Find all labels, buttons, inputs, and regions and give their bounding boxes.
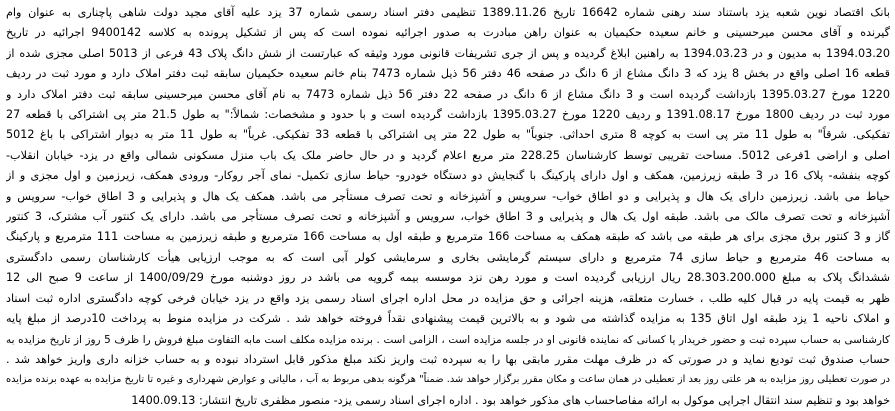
notice-line: گاز و 3 کنتور برق مجزی برای هر طبقه می باشد که طبقه همکف به مساحت 166 مترمربع و طبقه اول به مساحت 166 مترمربع و طبقه زیرزمین به مساحت 111 مترمربع و پارکینگ	[6, 230, 890, 244]
notice-line: کوچه بنفشه- پلاک 16 در 3 طبقه زیرزمین، همکف و اول دارای پارکینگ با گنجایش دو دستگاه خودرو- حیاط سازی تکمیل- نمای آجر روکار- ورودی همکف، زیرزمین و اول مجزی و از	[6, 169, 890, 183]
notice-line: به مساحت 46 مترمربع و حیاط سازی 74 مترمربع و دارای سیستم گرمایشی بخاری و سرمایشی کولر آبی است که به موجب ارزیابی هیأت کارشناسان رسمی دادگستری	[6, 250, 890, 264]
notice-line: مورد ثبت در ردیف 1800 مورخ 1391.08.17 و ردیف 1220 مورخ 1395.03.27 بازداشت گردیده است و با حدود و مشخصات: شمالاً:" به طول 21.5 متر پی اشتراکی با قطعه 27	[6, 108, 890, 122]
notice-line: 1220 مورخ 1395.03.27 بازداشت گردیده است و 3 دانگ مشاع از 6 دانگ در صفحه 22 دفتر 56 ذیل شماره 7473 به نام آقای محسن میرحسینی سابقه ثبت دفتر املاک دارد و	[6, 87, 890, 101]
notice-line: حیاط می باشد. زیرزمین دارای یک هال و پذیرایی و دو اطاق خواب- سرویس و آشپزخانه و تحت تصرف مستأجر می باشد. همکف یک هال و پذیرایی و 3 اطاق خواب- سرویس و	[6, 189, 890, 203]
notice-line: 1394.03.20 به مدیون و در 1394.03.23 به راهنین ابلاغ گردیده و پس از جری تشریفات قانونی مورد وثیقه که عبارتست از شش دانگ پلاک 43 فرعی از 5013 اصلی مجزی شده از	[6, 46, 890, 60]
notice-line: ششدانگ پلاک به مبلغ 28.303.200.000 ریال ارزیابی گردیده است و مورد رهن نزد موسسه بیمه گرویه می باشد در روز دوشنبه مورخ 1400/09/29 از ساعت 9 صبح الی 12	[6, 271, 890, 285]
notice-line: بانک اقتصاد نوین شعبه یزد باستناد سند رهنی شماره 16642 تاریخ 1389.11.26 تنظیمی دفتر اسناد رسمی شماره 37 یزد علیه آقای مجید دولت شاهی پاچناری به عنوان وام	[6, 6, 890, 19]
notice-line: قطعه 16 اصلی واقع در بخش 8 یزد که 3 دانگ مشاع از 6 دانگ در صفحه 46 دفتر 56 ذیل شماره 7473 بنام خانم سعیده حکیمیان سابقه ثبت دفتر املاک دارد و مورد ثبت در ردیف	[6, 67, 890, 81]
notice-line: آشپزخانه و تحت تصرف مالک می باشد. طبقه اول یک هال و پذیرایی و 3 اطاق خواب، سرویس و آشپزخانه و تحت تصرف مستأجر می باشد. دارای یک کنتور آب مشترک، 3 کنتور	[6, 210, 890, 224]
notice-line-last: خواهد بود و تنظیم سند انتقال اجرایی موکول به ارائه مفاصاحساب های مذکور خواهد بود . اداره اجرای اسناد رسمی یزد- منصور مظفری تاریخ انتشار: 1400.09.13	[131, 393, 890, 407]
notice-line: در صورت تعطیلی روز مزایده به هر علتی روز بعد از تعطیلی در همان ساعت و مکان مقرر برگزار خواهد شد. ضمناً" هرگونه بدهی مربوط به آب ، مالیاتی و عوارض شهرداری و غیره تا تاریخ مزایده به عهده برنده مزایده	[6, 374, 890, 386]
notice-line: حساب صندوق ثبت تودیع نماید و در صورتی که در ظرف مهلت مقرر مابقی بها را به سپرده ثبت واریز نکند مبلغ مذکور قابل استرداد نبوده و به حساب خزانه داری واریز خواهد شد .	[6, 352, 890, 366]
notice-line: اصلی و اراضی 1فرعی 5012. مساحت تقریبی توسط کارشناسان 228.25 متر مربع اعلام گردید و در حال حاضر ملک یک باب منزل مسکونی شمالی واقع در یزد- خیابان انقلاب-	[6, 148, 890, 162]
notice-line: تفکیکی. شرقاً" به طول 11 متر پی است به کوچه 8 متری احداثی. جنوباً" به طول 22 متر پی اشتراکی با قطعه 33 تفکیکی. غرباً" به طول 11 متر به دیوار اشتراکی با باغ 5012	[6, 128, 890, 142]
notice-line: و املاک ناحیه 1 یزد طبقه اول اتاق 135 به مزایده گذاشته می شود و به بالاترین قیمت پیشنهادی نقداً فروخته خواهد شد . شرکت در مزایده منوط به پرداخت 10درصد از مبلغ پایه	[6, 312, 890, 326]
notice-line: ظهر به قیمت پایه در قبال کلیه طلب ، خسارت متعلقه، هزینه اجرائی و حق مزایده در محل اداره اجرای اسناد رسمی یزد واقع در یزد خیابان فرخی کوچه دادگستری اداره ثبت اسناد	[6, 291, 890, 305]
notice-line: کارشناسی به حساب سپرده ثبت و حضور خریدار یا کسانی که نماینده قانونی او در جلسه مزایده است ، الزامی است . برنده مزایده مکلف است مابه التفاوت مبلغ فروش را ظرف 5 روز از تاریخ مزایده به	[6, 333, 890, 346]
notice-line: گیرنده و آقای محسن میرحسینی و خانم سعیده حکیمیان به عنوان راهن مبادرت به صدور اجرائیه نموده است که پس از تشکیل پرونده به کلاسه 9400142 اجرائیه در تاریخ	[6, 26, 890, 40]
